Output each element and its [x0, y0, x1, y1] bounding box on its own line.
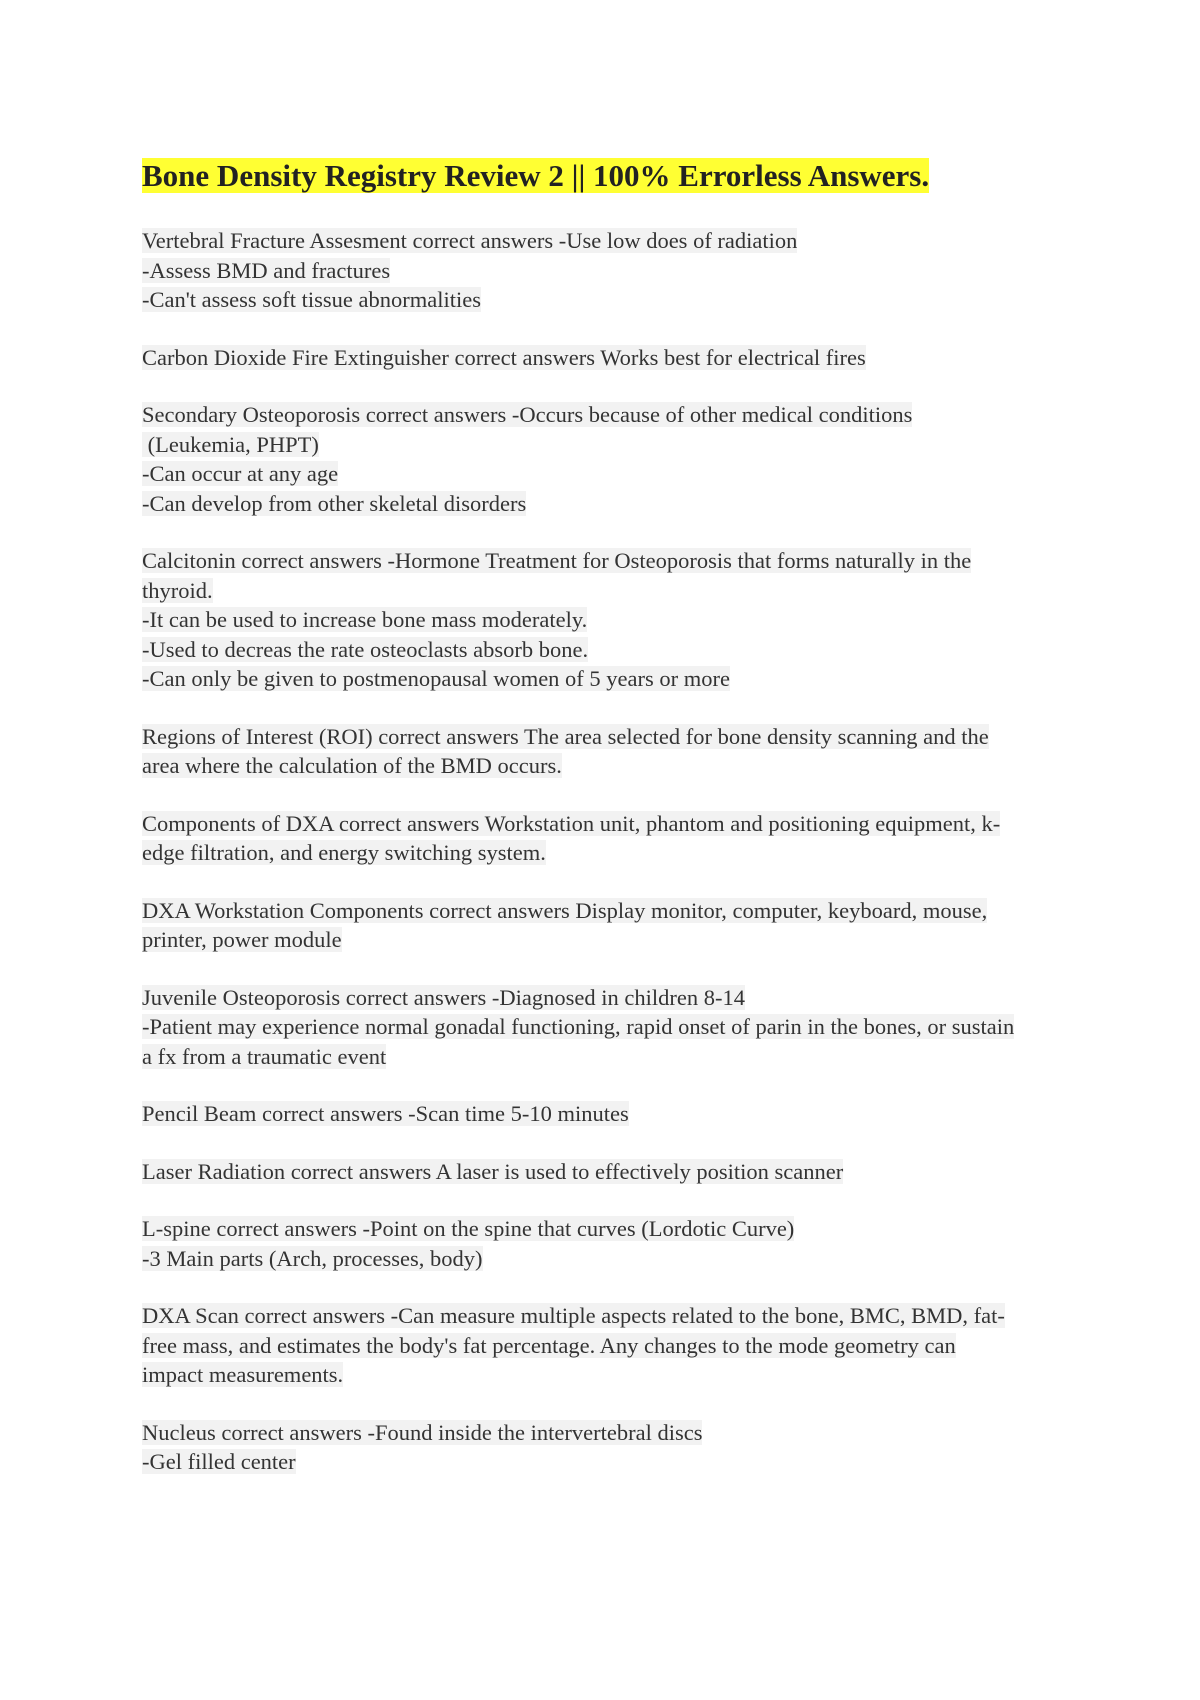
- entry-line-text: Vertebral Fracture Assesment correct answers -Use low does of radiation: [142, 228, 798, 253]
- qa-entry: [142, 722, 1067, 781]
- entry-line: [142, 1042, 1067, 1072]
- entry-line: [142, 896, 1067, 926]
- entry-line-text: Calcitonin correct answers -Hormone Treatment for Osteoporosis that forms naturally in the: [142, 548, 972, 573]
- entry-line: [142, 722, 1067, 752]
- entry-line-text: -3 Main parts (Arch, processes, body): [142, 1245, 483, 1271]
- entry-line-text: DXA Scan correct answers -Can measure multiple aspects related to the bone, BMC, BMD, fat-: [142, 1303, 1005, 1328]
- entry-line-text: free mass, and estimates the body's fat percentage. Any changes to the mode geometry can: [142, 1332, 956, 1358]
- qa-entry: [142, 896, 1067, 955]
- entry-line: [142, 1214, 1067, 1244]
- entry-line-text: (Leukemia, PHPT): [142, 431, 319, 457]
- entry-line: [142, 605, 1067, 635]
- qa-entry: [142, 400, 1067, 518]
- entry-line: [142, 546, 1067, 576]
- entry-line: [142, 983, 1067, 1013]
- qa-entry: [142, 983, 1067, 1072]
- entry-line: [142, 459, 1067, 489]
- entry-line-text: -Patient may experience normal gonadal functioning, rapid onset of parin in the bones, or sustain: [142, 1014, 1015, 1039]
- entry-line-text: L-spine correct answers -Point on the spine that curves (Lordotic Curve): [142, 1216, 795, 1241]
- entry-line-text: printer, power module: [142, 927, 342, 952]
- entry-line: [142, 751, 1067, 781]
- entry-line-text: -Used to decreas the rate osteoclasts absorb bone.: [142, 636, 589, 662]
- entry-line-text: -Can occur at any age: [142, 461, 339, 486]
- entry-line-text: Pencil Beam correct answers -Scan time 5-10 minutes: [142, 1101, 629, 1126]
- qa-entry: [142, 343, 1067, 373]
- entry-line: [142, 635, 1067, 665]
- qa-entry: [142, 226, 1067, 315]
- document-title: Bone Density Registry Review 2 || 100% Errorless Answers.: [142, 158, 930, 193]
- entry-line: [142, 1099, 1067, 1129]
- entry-line-text: -Assess BMD and fractures: [142, 257, 391, 283]
- entry-line: [142, 1331, 1067, 1361]
- entry-line-text: Carbon Dioxide Fire Extinguisher correct answers Works best for electrical fires: [142, 344, 866, 370]
- entry-line: [142, 809, 1067, 839]
- entry-line-text: -Can't assess soft tissue abnormalities: [142, 287, 482, 312]
- entry-line: [142, 430, 1067, 460]
- entry-line: [142, 400, 1067, 430]
- entry-line: [142, 1301, 1067, 1331]
- entry-line: [142, 489, 1067, 519]
- qa-entry: [142, 1099, 1067, 1129]
- entry-line: [142, 226, 1067, 256]
- qa-entry: [142, 809, 1067, 868]
- entry-line: [142, 838, 1067, 868]
- qa-entry: [142, 1418, 1067, 1477]
- entry-line-text: Regions of Interest (ROI) correct answers The area selected for bone density scanning and the: [142, 723, 989, 749]
- entry-line: [142, 925, 1067, 955]
- document-page: [142, 156, 1067, 1505]
- entry-line-text: Juvenile Osteoporosis correct answers -Diagnosed in children 8-14: [142, 984, 745, 1010]
- entry-line: [142, 1418, 1067, 1448]
- entry-line-text: -It can be used to increase bone mass moderately.: [142, 607, 588, 632]
- qa-entries: [142, 226, 1067, 1477]
- entry-line-text: -Gel filled center: [142, 1449, 296, 1474]
- qa-entry: [142, 1157, 1067, 1187]
- entry-line-text: -Can only be given to postmenopausal women of 5 years or more: [142, 666, 730, 691]
- qa-entry: [142, 546, 1067, 694]
- entry-line-text: DXA Workstation Components correct answers Display monitor, computer, keyboard, mouse,: [142, 897, 988, 923]
- entry-line-text: thyroid.: [142, 577, 213, 603]
- qa-entry: [142, 1214, 1067, 1273]
- entry-line: [142, 1447, 1067, 1477]
- title-block: [142, 156, 1067, 202]
- entry-line: [142, 1244, 1067, 1274]
- entry-line-text: area where the calculation of the BMD occurs.: [142, 753, 562, 778]
- entry-line: [142, 576, 1067, 606]
- entry-line-text: Secondary Osteoporosis correct answers -Occurs because of other medical conditions: [142, 402, 913, 427]
- entry-line-text: edge filtration, and energy switching system.: [142, 840, 546, 865]
- entry-line-text: Laser Radiation correct answers A laser is used to effectively position scanner: [142, 1158, 844, 1184]
- entry-line-text: impact measurements.: [142, 1362, 344, 1387]
- entry-line: [142, 664, 1067, 694]
- entry-line-text: a fx from a traumatic event: [142, 1043, 387, 1069]
- entry-line: [142, 285, 1067, 315]
- entry-line: [142, 256, 1067, 286]
- entry-line-text: Nucleus correct answers -Found inside the intervertebral discs: [142, 1419, 703, 1445]
- entry-line-text: Components of DXA correct answers Workstation unit, phantom and positioning equipment, k-: [142, 810, 1001, 836]
- entry-line: [142, 1157, 1067, 1187]
- entry-line: [142, 1360, 1067, 1390]
- entry-line: [142, 343, 1067, 373]
- entry-line: [142, 1012, 1067, 1042]
- qa-entry: [142, 1301, 1067, 1390]
- entry-line-text: -Can develop from other skeletal disorders: [142, 490, 527, 516]
